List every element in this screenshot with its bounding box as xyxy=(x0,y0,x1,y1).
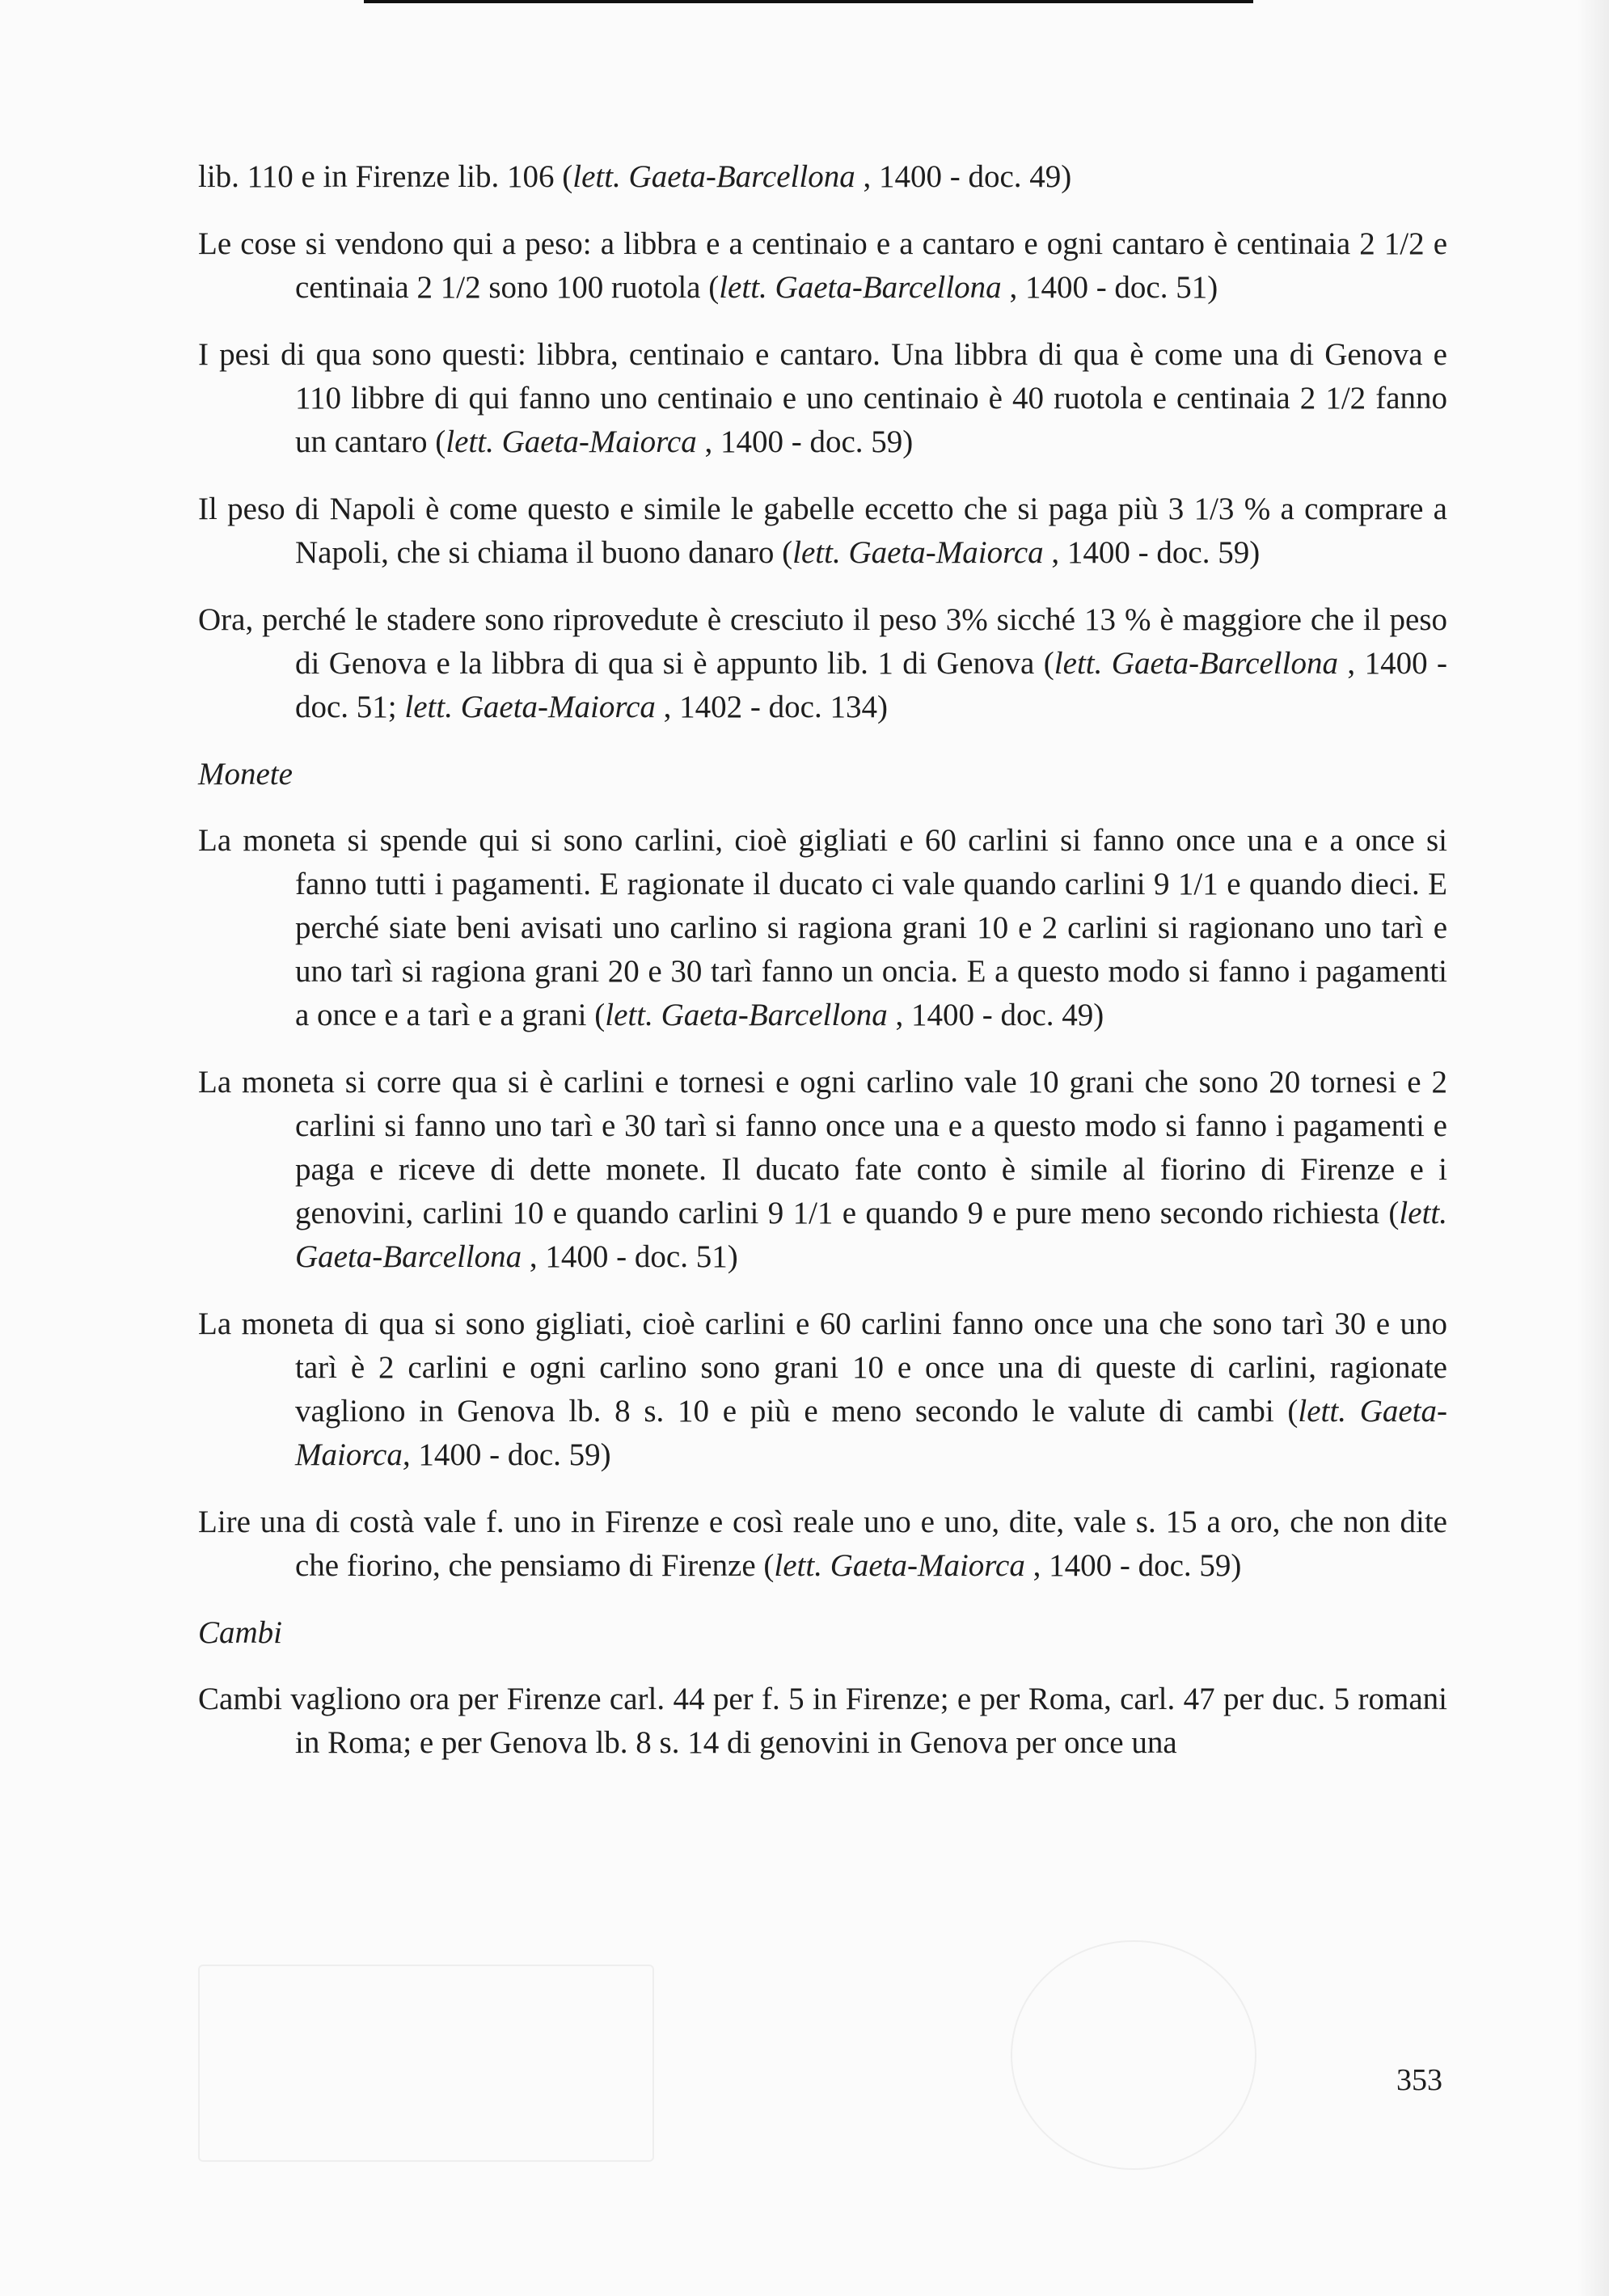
document-body xyxy=(198,155,1447,1788)
section-heading-cambi: Cambi xyxy=(198,1615,283,1650)
entry-p6: La moneta si corre qua si è carlini e tornesi e ogni carlino vale 10 grani che sono 20 tornesi e 2 carlini si fanno uno tarì e 30 tarì si fanno once una e a questo modo si fanno i pagamenti e paga e riceve di dette monete. Il ducato fate conto è simile al fiorino di Firenze e i genovini, carlini 10 e quando carlini 9 1/1 e quando 9 e pure meno secondo richiesta (lett. Gaeta-Barcellona , 1400 - doc. 51) xyxy=(198,1065,1447,1274)
entry-p1: Le cose si vendono qui a peso: a libbra e a centinaio e a cantaro e ogni cantaro è centinaia 2 1/2 e centinaia 2 1/2 sono 100 ruotola (lett. Gaeta-Barcellona , 1400 - doc. 51) xyxy=(198,226,1447,305)
section-heading-monete: Monete xyxy=(198,757,293,791)
entry-p5: La moneta si spende qui si sono carlini, cioè gigliati e 60 carlini si fanno once una e a once si fanno tutti i pagamenti. E ragionate il ducato ci vale quando carlini 9 1/1 e quando dieci. E perché siate beni avisati uno carlino si ragiona grani 10 e 2 carlini si ragionano uno tarì e uno tarì si ragiona grani 20 e 30 tarì fanno un oncia. E a questo modo si fanno i pagamenti a once e a tarì e a grani (lett. Gaeta-Barcellona , 1400 - doc. 49) xyxy=(198,823,1447,1032)
entry-p3: Il peso di Napoli è come questo e simile le gabelle eccetto che si paga più 3 1/3 % a comprare a Napoli, che si chiama il buono danaro (lett. Gaeta-Maiorca , 1400 - doc. 59) xyxy=(198,492,1447,570)
page-number: 353 xyxy=(1396,2063,1442,2097)
show-through-seal xyxy=(1011,1940,1256,2170)
entry-p7: La moneta di qua si sono gigliati, cioè carlini e 60 carlini fanno once una che sono tarì 30 e uno tarì è 2 carlini e ogni carlino sono grani 10 e once una di queste di carlini, ragionate vagliono in Genova lb. 8 s. 10 e più e meno secondo le valute di cambi (lett. Gaeta-Maiorca, 1400 - doc. 59) xyxy=(198,1306,1447,1472)
entry-p0: lib. 110 e in Firenze lib. 106 (lett. Gaeta-Barcellona , 1400 - doc. 49) xyxy=(198,159,1072,194)
show-through-stamp xyxy=(198,1965,654,2162)
entry-p8: Lire una di costà vale f. uno in Firenze e così reale uno e uno, dite, vale s. 15 a oro, che non dite che fiorino, che pensiamo di Firenze (lett. Gaeta-Maiorca , 1400 - doc. 59) xyxy=(198,1505,1447,1583)
entry-p2: I pesi di qua sono questi: libbra, centinaio e cantaro. Una libbra di qua è come una di Genova e 110 libbre di qui fanno uno centinaio e uno centinaio è 40 ruotola e centinaia 2 1/2 fanno un cantaro (lett. Gaeta-Maiorca , 1400 - doc. 59) xyxy=(198,337,1447,459)
page-top-edge xyxy=(364,0,1253,3)
entry-p4: Ora, perché le stadere sono riprovedute è cresciuto il peso 3% sicché 13 % è maggiore che il peso di Genova e la libbra di qua si è appunto lib. 1 di Genova (lett. Gaeta-Barcellona , 1400 - doc. 51; lett. Gaeta-Maiorca , 1402 - doc. 134) xyxy=(198,602,1447,724)
page-edge-shadow xyxy=(1577,0,1609,2296)
entry-p9: Cambi vagliono ora per Firenze carl. 44 per f. 5 in Firenze; e per Roma, carl. 47 per duc. 5 romani in Roma; e per Genova lb. 8 s. 14 di genovini in Genova per once una xyxy=(198,1682,1447,1760)
